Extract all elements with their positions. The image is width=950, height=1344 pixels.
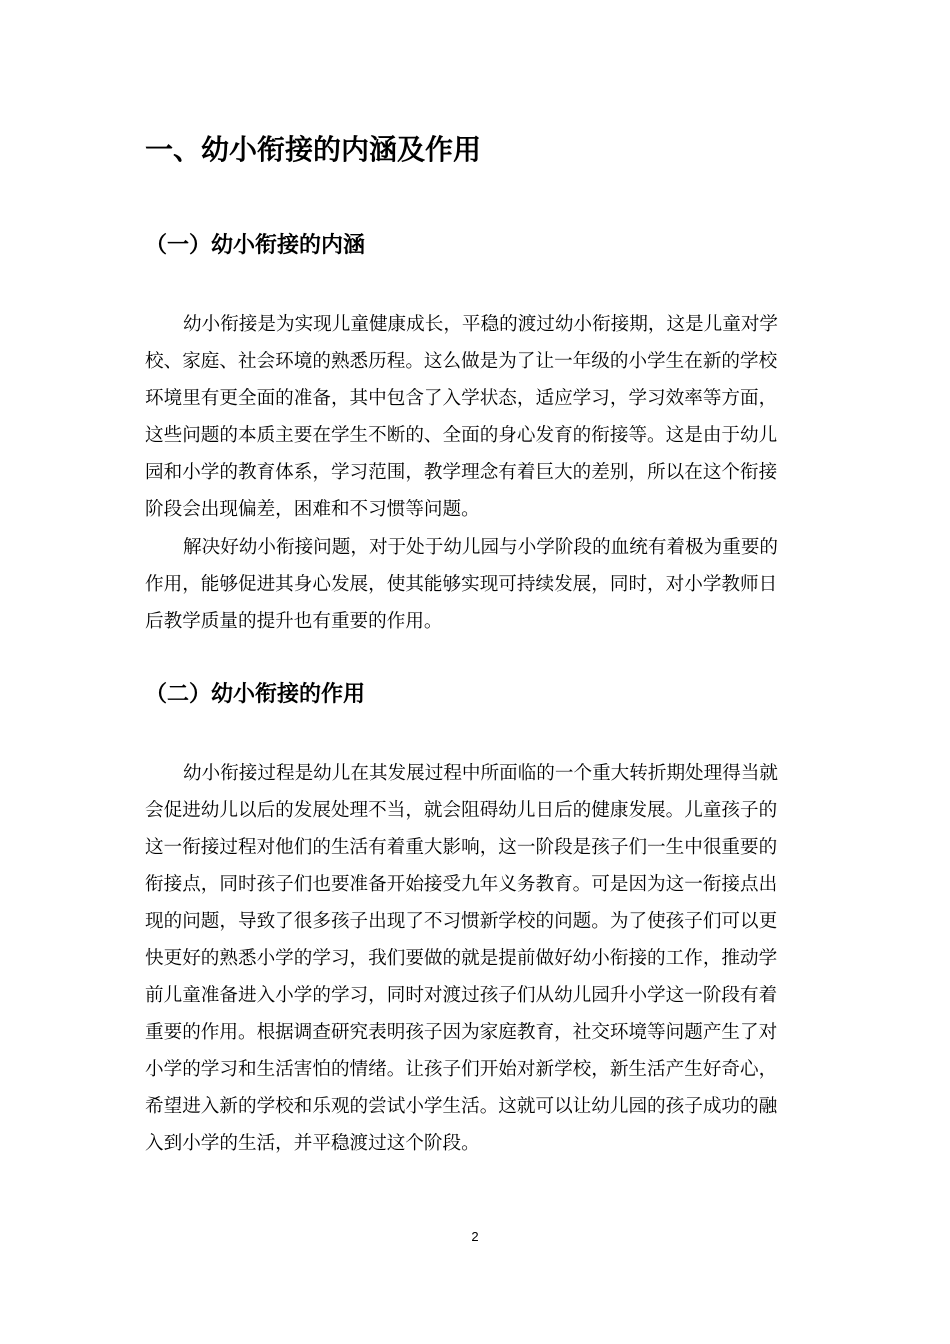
page-number: 2: [471, 1229, 479, 1244]
paragraph-1: [145, 306, 807, 528]
paragraph-line: 希望进入新的学校和乐观的尝试小学生活。这就可以让幼儿园的孩子成功的融: [145, 1096, 778, 1117]
paragraph-line: 重要的作用。根据调查研究表明孩子因为家庭教育，社交环境等问题产生了对: [145, 1022, 778, 1043]
paragraph-line: 解决好幼小衔接问题，对于处于幼儿园与小学阶段的血统有着极为重要的: [183, 537, 779, 558]
paragraph-line: 现的问题，导致了很多孩子出现了不习惯新学校的问题。为了使孩子们可以更: [145, 911, 778, 932]
paragraph-line: 快更好的熟悉小学的学习，我们要做的就是提前做好幼小衔接的工作，推动学: [145, 948, 778, 969]
paragraph-line: 校、家庭、社会环境的熟悉历程。这么做是为了让一年级的小学生在新的学校: [145, 351, 778, 372]
paragraph-line: 幼小衔接过程是幼儿在其发展过程中所面临的一个重大转折期处理得当就: [183, 763, 779, 784]
paragraph-line: 小学的学习和生活害怕的情绪。让孩子们开始对新学校，新生活产生好奇心，: [145, 1059, 778, 1080]
paragraph-line: 幼小衔接是为实现儿童健康成长，平稳的渡过幼小衔接期，这是儿童对学: [183, 314, 779, 335]
chapter-heading: 一、幼小衔接的内涵及作用: [145, 133, 482, 166]
paragraph-line: 前儿童准备进入小学的学习，同时对渡过孩子们从幼儿园升小学这一阶段有着: [145, 985, 778, 1006]
paragraph-line: 入到小学的生活，并平稳渡过这个阶段。: [145, 1133, 480, 1154]
paragraph-line: 后教学质量的提升也有重要的作用。: [145, 611, 443, 632]
paragraph-line: 这些问题的本质主要在学生不断的、全面的身心发育的衔接等。这是由于幼儿: [145, 425, 778, 446]
paragraph-line: 会促进幼儿以后的发展处理不当，就会阻碍幼儿日后的健康发展。儿童孩子的: [145, 800, 778, 821]
paragraph-line: 环境里有更全面的准备，其中包含了入学状态，适应学习，学习效率等方面，: [145, 388, 778, 409]
paragraph-line: 园和小学的教育体系，学习范围，教学理念有着巨大的差别，所以在这个衔接: [145, 462, 778, 483]
paragraph-line: 这一衔接过程对他们的生活有着重大影响，这一阶段是孩子们一生中很重要的: [145, 837, 778, 858]
paragraph-line: 作用，能够促进其身心发展，使其能够实现可持续发展，同时，对小学教师日: [145, 574, 778, 595]
section-heading-2: （二）幼小衔接的作用: [145, 682, 366, 707]
section-heading-1: （一）幼小衔接的内涵: [145, 233, 366, 258]
paragraph-line: 阶段会出现偏差，困难和不习惯等问题。: [145, 499, 480, 520]
paragraph-3: [145, 755, 807, 1162]
paragraph-line: 衔接点，同时孩子们也要准备开始接受九年义务教育。可是因为这一衔接点出: [145, 874, 778, 895]
paragraph-2: [145, 529, 807, 640]
